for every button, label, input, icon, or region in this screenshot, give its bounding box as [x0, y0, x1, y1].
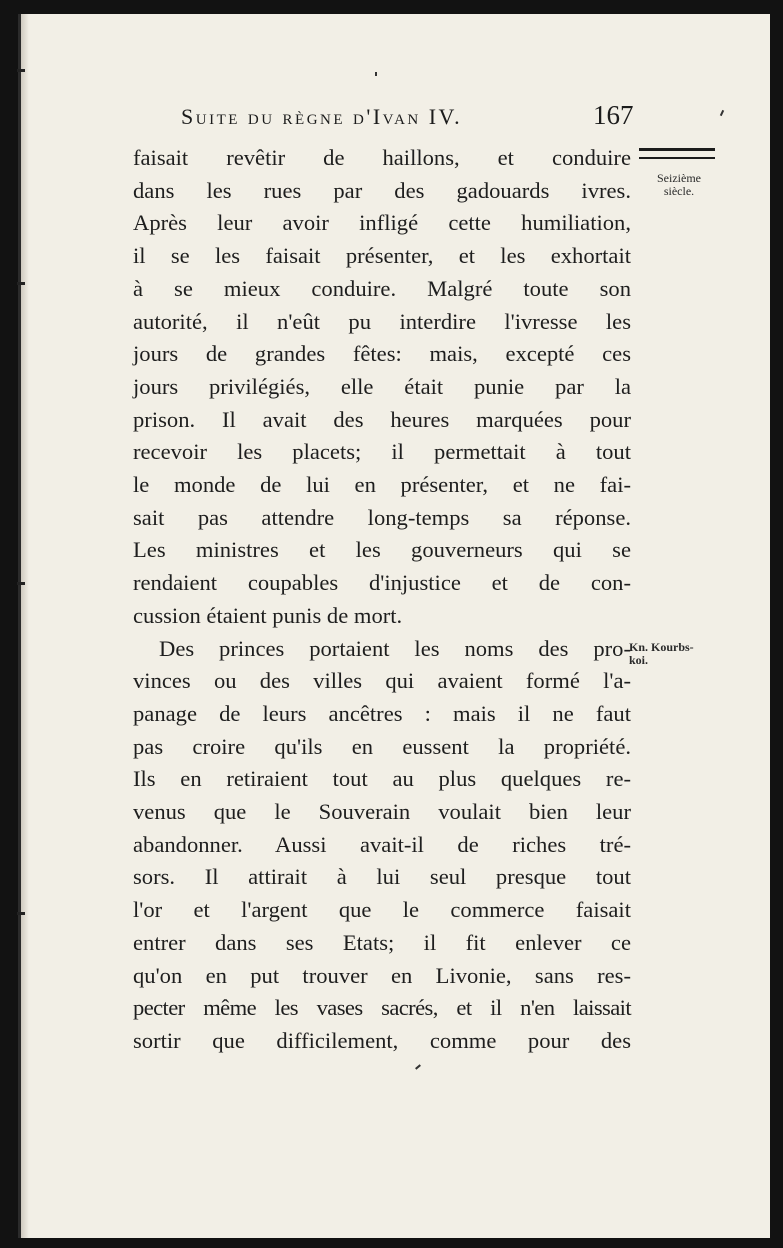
- text-line: Des princes portaient les noms des pro-: [159, 635, 631, 661]
- text-line: jours de grandes fêtes: mais, excepté ces: [133, 341, 631, 367]
- paper-speck: [720, 110, 724, 116]
- text-line: abandonner. Aussi avait-il de riches tré-: [133, 831, 631, 857]
- running-title: Suite du règne d'Ivan IV.: [181, 104, 463, 129]
- text-line: à se mieux conduire. Malgré toute son: [133, 275, 631, 301]
- text-line: pecter même les vases sacrés, et il n'en laissait: [133, 995, 631, 1021]
- page-number: 167: [593, 100, 634, 130]
- margin-rule: [639, 148, 715, 159]
- margin-note-century: [639, 172, 719, 198]
- body-text: [133, 142, 631, 1058]
- binding-mark: [17, 69, 25, 72]
- text-line: Ils en retiraient tout au plus quelques re-: [133, 766, 631, 792]
- text-line: autorité, il n'eût pu interdire l'ivresse les: [133, 308, 631, 334]
- text-line: jours privilégiés, elle était punie par la: [133, 373, 631, 399]
- text-line: sortir que difficilement, comme pour des: [133, 1027, 631, 1053]
- text-line: vinces ou des villes qui avaient formé l'a-: [133, 668, 631, 694]
- binding-mark: [17, 282, 25, 285]
- text-line: il se les faisait présenter, et les exhortait: [133, 243, 631, 269]
- paper-speck: [375, 72, 377, 76]
- text-line: sait pas attendre long-temps sa réponse.: [133, 504, 631, 530]
- margin-note-line: siècle.: [663, 184, 695, 198]
- binding-mark: [17, 912, 25, 915]
- text-line: cussion étaient punis de mort.: [133, 602, 403, 628]
- paper-speck: [415, 1064, 421, 1069]
- binding-mark: [17, 582, 25, 585]
- binding-edge: [21, 14, 29, 1238]
- text-line: Les ministres et les gouverneurs qui se: [133, 537, 631, 563]
- margin-note-kourbskoi: [629, 641, 721, 667]
- text-line: sors. Il attirait à lui seul presque tout: [133, 864, 631, 890]
- text-line: qu'on en put trouver en Livonie, sans res-: [133, 962, 631, 988]
- text-line: pas croire qu'ils en eussent la propriété.: [133, 733, 631, 759]
- text-line: panage de leurs ancêtres : mais il ne faut: [133, 700, 631, 726]
- text-line: recevoir les placets; il permettait à tout: [133, 439, 631, 465]
- text-line: rendaient coupables d'injustice et de con-: [133, 570, 631, 596]
- text-line: dans les rues par des gadouards ivres.: [133, 177, 631, 203]
- text-line: le monde de lui en présenter, et ne fai-: [133, 472, 631, 498]
- text-line: venus que le Souverain voulait bien leur: [133, 799, 631, 825]
- text-line: l'or et l'argent que le commerce faisait: [133, 897, 631, 923]
- margin-note-line: Kn. Kourbs-: [629, 640, 694, 654]
- margin-note-line: Seizième: [657, 171, 701, 185]
- text-line: faisait revêtir de haillons, et conduire: [133, 145, 631, 170]
- margin-note-line: koi.: [629, 653, 649, 667]
- book-page: [18, 14, 770, 1238]
- text-line: entrer dans ses Etats; il fit enlever ce: [133, 929, 631, 955]
- text-line: Après leur avoir infligé cette humiliation,: [133, 210, 631, 236]
- text-line: prison. Il avait des heures marquées pour: [133, 406, 631, 432]
